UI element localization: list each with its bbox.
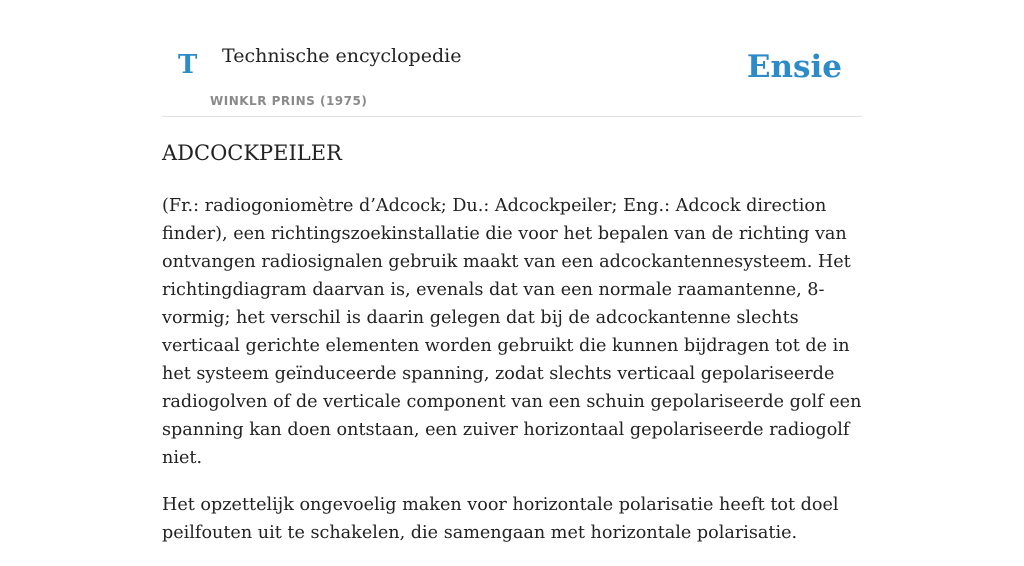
book-subtitle: WINKLR PRINS (1975) [210,94,368,108]
brand-logo-link[interactable]: Ensie [746,49,842,85]
book-title[interactable]: Technische encyclopedie [222,45,462,67]
header [162,0,862,117]
entry-paragraph: Het opzettelijk ongevoelig maken voor horizontale polarisatie heeft tot doel peilfouten uit te schakelen, die samengaan met horizontale polarisatie. [162,495,839,543]
entry-title: ADCOCKPEILER [162,141,342,165]
book-logo[interactable]: T [178,50,198,80]
entry-paragraph: (Fr.: radiogoniomètre d’Adcock; Du.: Adcockpeiler; Eng.: Adcock direction finder), een richtingszoekinstallatie die voor het bepalen van de richting van ontvangen radiosignalen gebruik maakt van een adcockantennesysteem. Het richtingdiagram daarvan is, evenals dat van een normale raamantenne, 8-vormig; het verschil is daarin gelegen dat bij de adcockantenne slechts verticaal gerichte elementen worden gebruikt die kunnen bijdragen tot de in het systeem geïnduceerde spanning, zodat slechts verticaal gepolariseerde radiogolven of de verticale component van een schuin gepolariseerde golf een spanning kan doen ontstaan, een zuiver horizontaal gepolariseerde radiogolf niet. [162,196,862,468]
entry-body [162,192,862,566]
